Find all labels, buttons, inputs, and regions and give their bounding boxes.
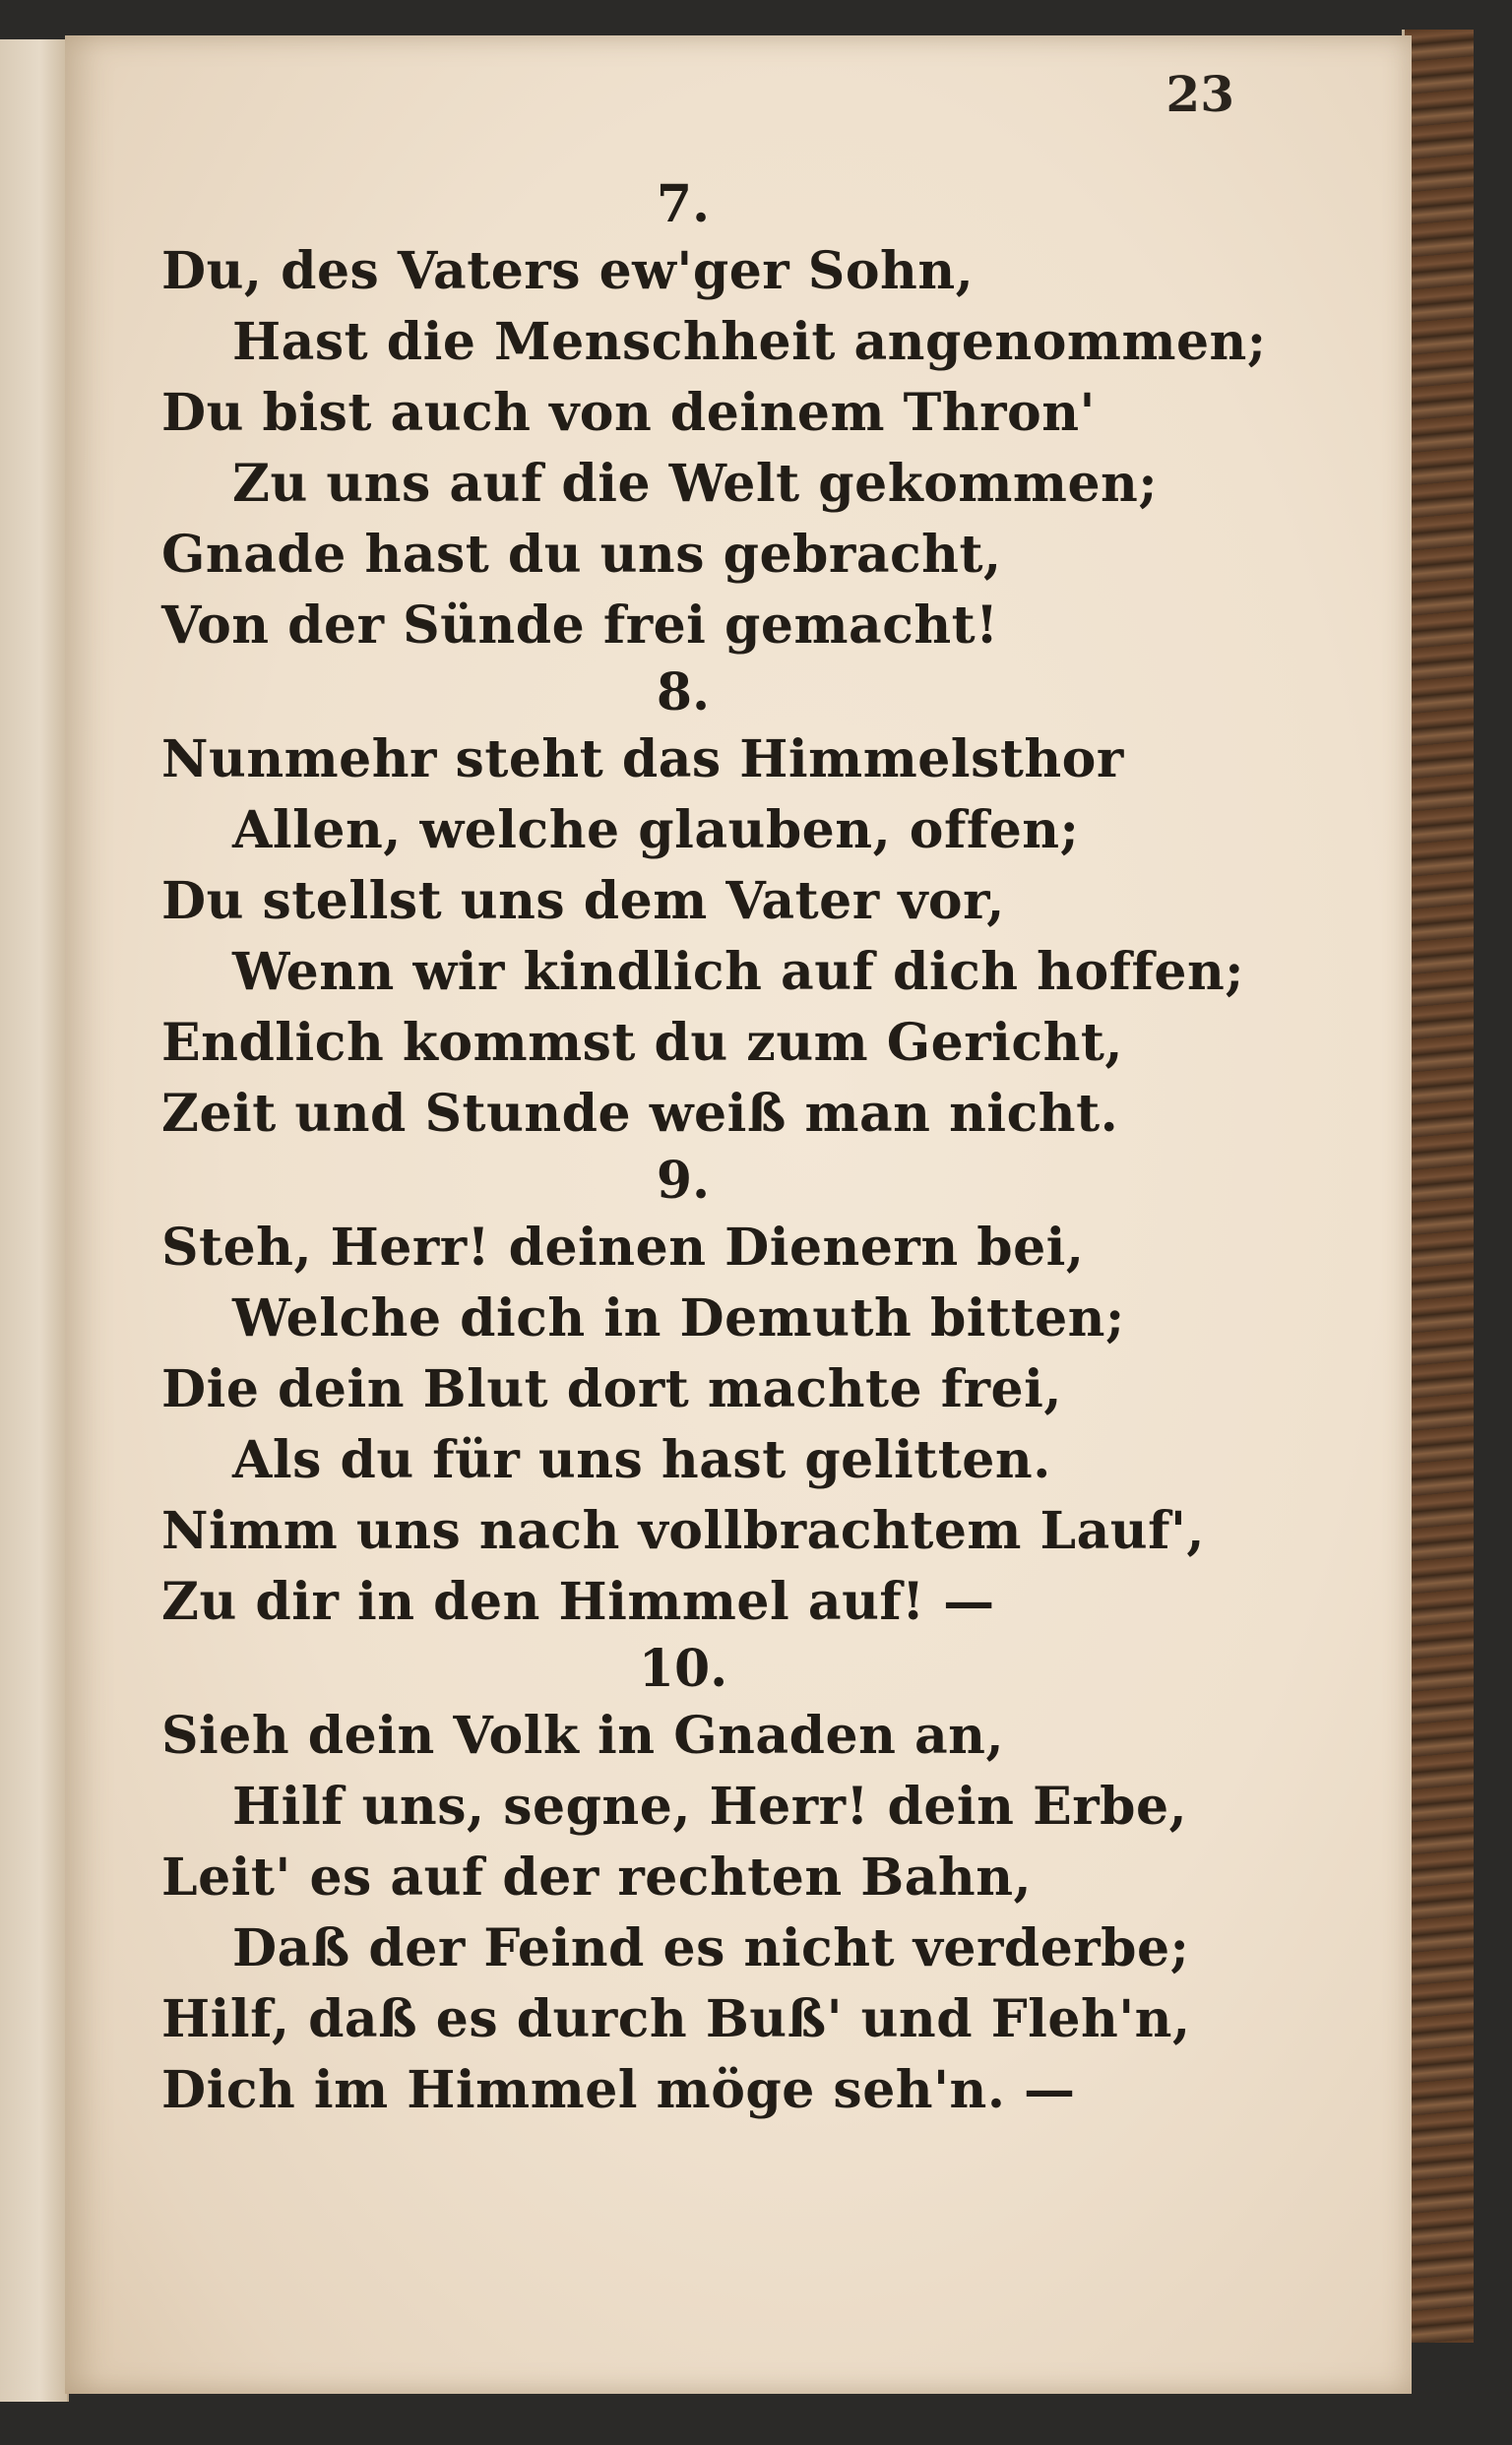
book-page	[65, 35, 1412, 2394]
verse-number: 9.	[656, 1151, 711, 1211]
marbled-book-edge	[1402, 30, 1474, 2343]
verse-line: Allen, welche glauben, offen;	[232, 800, 1080, 860]
verse-line: Leit' es auf der rechten Bahn,	[161, 1848, 1033, 1908]
verse	[161, 1638, 1244, 2126]
verse-line: Wenn wir kindlich auf dich hoffen;	[232, 942, 1244, 1002]
verse-line: Welche dich in Demuth bitten;	[232, 1288, 1125, 1348]
verse-number: 8.	[656, 662, 711, 722]
verse-line: Zeit und Stunde weiß man nicht.	[161, 1084, 1119, 1144]
verse-number: 10.	[638, 1639, 728, 1699]
verse-line: Dich im Himmel möge seh'n. —	[161, 2060, 1076, 2120]
hymn-text	[161, 173, 1267, 2126]
verse-line: Steh, Herr! deinen Dienern bei,	[161, 1218, 1085, 1278]
verse-list	[161, 173, 1267, 2126]
page-number: 23	[1166, 65, 1234, 123]
verse-line: Gnade hast du uns gebracht,	[161, 525, 1002, 585]
verse	[161, 173, 1267, 661]
verse-line: Zu dir in den Himmel auf! —	[161, 1572, 995, 1632]
verse-line: Hilf, daß es durch Buß' und Fleh'n,	[161, 1989, 1191, 2049]
verse-line: Von der Sünde frei gemacht!	[161, 596, 999, 656]
verse-line: Nunmehr steht das Himmelsthor	[161, 729, 1124, 789]
verse	[161, 1150, 1244, 1638]
previous-page-edge	[0, 39, 69, 2402]
verse-number: 7.	[656, 174, 711, 234]
verse-line: Nimm uns nach vollbrachtem Lauf',	[161, 1501, 1206, 1561]
verse-line: Hilf uns, segne, Herr! dein Erbe,	[232, 1777, 1188, 1837]
verse-line: Hast die Menschheit angenommen;	[232, 312, 1267, 372]
verse	[161, 661, 1244, 1150]
verse-line: Daß der Feind es nicht verderbe;	[232, 1918, 1190, 1978]
verse-line: Du stellst uns dem Vater vor,	[161, 871, 1005, 931]
verse-line: Du bist auch von deinem Thron'	[161, 383, 1096, 443]
verse-line: Zu uns auf die Welt gekommen;	[232, 454, 1159, 514]
verse-line: Endlich kommst du zum Gericht,	[161, 1013, 1123, 1073]
verse-line: Sieh dein Volk in Gnaden an,	[161, 1706, 1005, 1766]
verse-line: Du, des Vaters ew'ger Sohn,	[161, 241, 975, 301]
verse-line: Als du für uns hast gelitten.	[232, 1430, 1051, 1490]
verse-line: Die dein Blut dort machte frei,	[161, 1359, 1062, 1419]
